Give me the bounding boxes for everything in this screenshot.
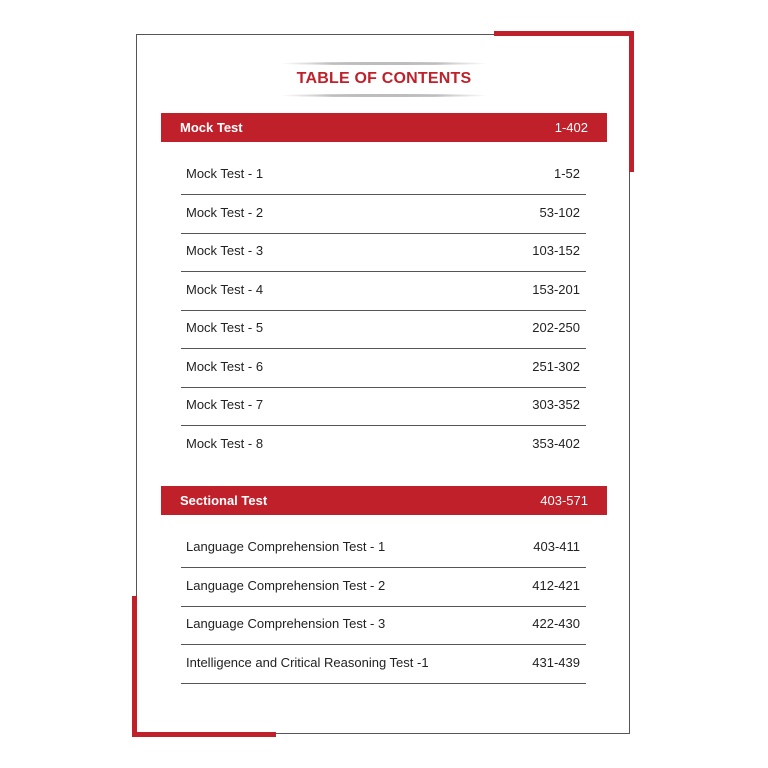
toc-entry-pages: 403-411 bbox=[533, 539, 580, 554]
section-range: 403-571 bbox=[540, 493, 588, 508]
toc-row[interactable] bbox=[181, 310, 586, 349]
toc-entry-label: Mock Test - 4 bbox=[186, 282, 264, 297]
toc-entry-label: Mock Test - 2 bbox=[186, 205, 264, 220]
toc-row[interactable] bbox=[181, 349, 586, 388]
toc-row[interactable] bbox=[181, 156, 586, 195]
toc-entry-pages: 153-201 bbox=[532, 282, 580, 297]
toc-entry-pages: 103-152 bbox=[532, 243, 580, 258]
toc-entry-pages: 412-421 bbox=[532, 578, 580, 593]
title-block bbox=[280, 60, 488, 100]
toc-entry-label: Language Comprehension Test - 1 bbox=[186, 539, 386, 554]
corner-accent-bottom-horizontal bbox=[132, 732, 276, 737]
toc-row[interactable] bbox=[181, 272, 586, 311]
section-header-mock-test[interactable] bbox=[161, 113, 607, 142]
corner-accent-top-vertical bbox=[629, 31, 634, 172]
toc-entry-pages: 303-352 bbox=[532, 397, 580, 412]
toc-entry-pages: 431-439 bbox=[532, 655, 580, 670]
toc-row[interactable] bbox=[181, 195, 586, 234]
toc-entry-pages: 251-302 bbox=[532, 359, 580, 374]
toc-entry-pages: 422-430 bbox=[532, 616, 580, 631]
toc-entry-label: Language Comprehension Test - 2 bbox=[186, 578, 386, 593]
toc-entry-label: Mock Test - 1 bbox=[186, 166, 264, 181]
toc-row[interactable] bbox=[181, 529, 586, 568]
title-rule-bottom bbox=[280, 94, 488, 97]
toc-entry-label: Mock Test - 8 bbox=[186, 436, 264, 451]
page-title: TABLE OF CONTENTS bbox=[296, 70, 472, 87]
title-rule-top bbox=[280, 62, 488, 65]
section-name: Mock Test bbox=[180, 120, 243, 135]
section-name: Sectional Test bbox=[180, 493, 268, 508]
toc-entry-label: Mock Test - 7 bbox=[186, 397, 264, 412]
toc-row[interactable] bbox=[181, 568, 586, 607]
corner-accent-top-horizontal bbox=[494, 31, 634, 36]
toc-entry-pages: 202-250 bbox=[532, 320, 580, 335]
section-header-sectional-test[interactable] bbox=[161, 486, 607, 515]
toc-entry-label: Mock Test - 5 bbox=[186, 320, 264, 335]
toc-entry-pages: 53-102 bbox=[539, 205, 580, 220]
toc-row[interactable] bbox=[181, 645, 586, 684]
toc-entry-label: Intelligence and Critical Reasoning Test -1 bbox=[186, 655, 429, 670]
toc-entry-pages: 353-402 bbox=[532, 436, 580, 451]
toc-row[interactable] bbox=[181, 606, 586, 645]
toc-row[interactable] bbox=[181, 233, 586, 272]
toc-row[interactable] bbox=[181, 426, 586, 464]
toc-entry-label: Mock Test - 6 bbox=[186, 359, 264, 374]
toc-row[interactable] bbox=[181, 387, 586, 426]
toc-entry-label: Mock Test - 3 bbox=[186, 243, 264, 258]
corner-accent-bottom-vertical bbox=[132, 596, 137, 737]
toc-entry-pages: 1-52 bbox=[553, 166, 580, 181]
section-range: 1-402 bbox=[554, 120, 588, 135]
toc-entry-label: Language Comprehension Test - 3 bbox=[186, 616, 386, 631]
